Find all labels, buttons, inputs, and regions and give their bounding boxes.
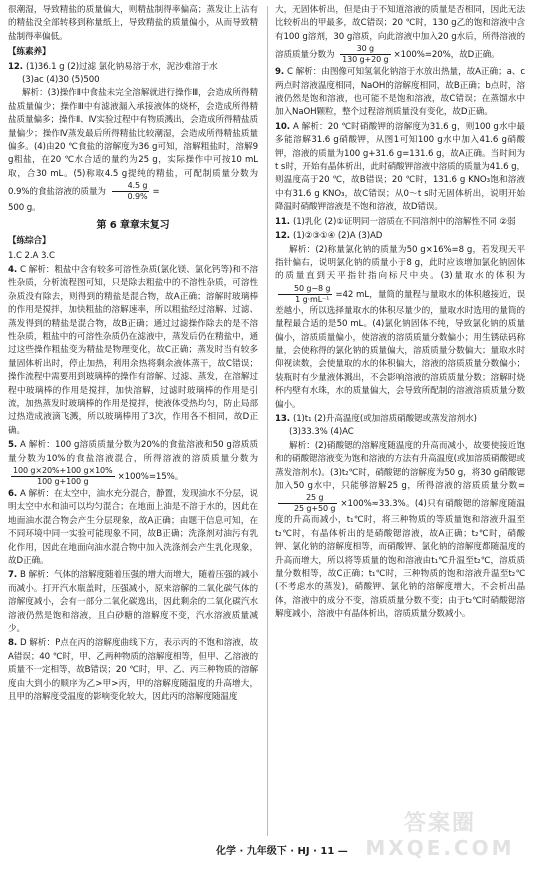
q13-number: 13. — [275, 413, 290, 424]
answers-1-3: 1.C 2.A 3.C — [8, 250, 55, 261]
q12-number: 12. — [8, 61, 23, 72]
q8-fraction-denominator: 130 g+20 g — [342, 55, 389, 65]
q5-text: A 解析：100 g溶质质量分数为20%的食盐溶液和50 g溶质质量分数为10%的食盐溶液混合，所得溶液的溶质质量分数为 — [8, 440, 258, 464]
q12-equals: = — [152, 187, 160, 198]
q12r-analysis-text-2: =42 mL，量筒的量程与量取水的体积越接近，误差越小，所以选择量取水的体积尽量少的，量取水时选用的量筒的量程最合适的是50 mL。(4)氯化钠固体不纯，导致氯化钠的质量偏小，溶质质量偏小，使溶液的溶质质量分数偏小；用生锈砝码称量，会使称得的氯化钠的质量偏大，溶质质量分数偏大；量取水时仰视读数，会使量取的水的体积偏大，溶液的溶质质量分数偏小；装瓶时有少量液体溅出，不会影响溶液的溶质质量分数；溶解时烧杯内壁有水珠，水的质量偏大，会导致所配制的溶液溶质质量分数偏小。 — [275, 289, 525, 410]
q9-number: 9. — [275, 67, 285, 78]
footer-text: 化学 · 九年级下 · HJ · 11 — — [216, 846, 348, 857]
right-column — [275, 4, 525, 836]
q9-item — [275, 66, 525, 120]
site-watermark — [350, 812, 530, 870]
q8-item — [8, 637, 258, 704]
q12r-number: 12. — [275, 231, 290, 242]
q12-analysis-text: 解析：(3)操作Ⅱ中食盐未完全溶解就进行操作Ⅲ，会造成所得精盐质量偏少；操作Ⅲ中有滤液漏入承接液体的烧杯，会造成所得精盐质量偏多；操作Ⅱ、Ⅳ实验过程中有物质溅出，会造成所得精盐质量偏少；操作Ⅳ蒸发最后所得精盐比较潮湿，会造成所得精盐质量偏多。(4)由20 ℃食盐的溶解度为36 g可知，溶解粗盐时，溶解9 g粗盐，在20 ℃水合适的量约为25 g，实际操作中可按10 mL取，合30 mL。(5)称取4.5 g提纯的精盐，可配制质量分数为0.9%的食盐溶液的质量为 — [8, 88, 258, 198]
q10-item — [275, 121, 525, 215]
review-tag: 【练综合】 — [8, 236, 51, 247]
q12-answer-line1: (1)36.1 g (2)过滤 氯化钠易溶于水，泥沙难溶于水 — [25, 61, 218, 72]
q13-item — [275, 413, 525, 426]
q4-text: C 解析：粗盐中含有较多可溶性杂质(氯化镁、氯化钙等)和不溶性杂质，分析流程图可知，只是除去粗盐中的不溶性杂质，可溶性杂质没有除去，则得到的精盐是混合物，故A正确；溶解时玻璃棒的作用是搅拌，加快粗盐的溶解速率，所以粗盐经过溶解、过滤、蒸发得到的精盐是混合物，故B正确；通过过滤操作除去的是不溶性杂质，粗盐中的可溶性杂质仍在滤液中，蒸发后仍在精盐中，通过这些操作粗盐变为精盐是物理变化，故C正确；蒸发时当有较多量固体析出时，停止加热，利用余热将剩余液体蒸干，故C错误；操作流程中需要用到玻璃棒的操作有溶解、过滤、蒸发，在溶解过程中玻璃棒的作用是搅拌，加快溶解，过滤时玻璃棒的作用是引流，加热蒸发时玻璃棒的作用是搅拌，使液体受热均匀，防止局部过热造成液滴飞溅，所以玻璃棒用了3次，作用各不相同，故D正确。 — [8, 264, 258, 436]
q12r-fraction — [278, 284, 332, 305]
q12-analysis — [8, 87, 258, 202]
q5-fraction-denominator: 100 g+100 g — [37, 477, 89, 486]
q13-line1: (1)t₁ (2)升高温度(或加溶质硝酸锶或蒸发溶剂水) — [292, 413, 477, 424]
q13-analysis-text: 解析：(2)硝酸锶的溶解度随温度的升高而减小，故要使接近饱和的硝酸锶溶液变为饱和溶液的方法有升高温度(或加溶质硝酸锶或蒸发溶剂水)。(3)t₂℃时，硝酸锶的溶解度为50 g，将30 g硝酸锶加入50 g水中，只能够溶解25 g，所得溶液的溶质质量分数= — [275, 440, 525, 491]
q10-text: A 解析：20 ℃时硝酸钾的溶解度为31.6 g，则100 g水中最多能溶解31.6 g硝酸钾，从图1可知100 g水中加入41.6 g硝酸钾，溶液的质量为100 g+31.6 g=131.6 g，故A正确。当时间为t s时，开始有晶体析出，此时硝酸钾溶液中溶质的质量为41.6 g，则温度高于20 ℃，故B错误；20 ℃时，131.6 g KNO₃饱和溶液中有31.6 g KNO₃，故C错误；从0～t s时无固体析出，说明开始降温时硝酸钾溶液是不饱和溶液，故D错误。 — [275, 121, 525, 213]
q13-fraction-denominator: 25 g+50 g — [294, 504, 336, 514]
q8-text: D 解析：P点在丙的溶解度曲线下方，表示丙的不饱和溶液，故A错误；40 ℃时，甲、乙两种物质的溶解度相等，但甲、乙溶液的质量不一定相等，故B错误；20 ℃时，甲、乙、丙三种物质的溶解度由大到小的顺序为乙>甲>丙，甲的溶解度随温度的升高增大，且甲的溶解度受温度的影响变化较大，因此丙的溶解度随温度 — [8, 638, 258, 703]
q12-fraction-numerator: 4.5 g — [112, 181, 150, 192]
q9-text: C 解析：由图像可知氢氧化钠溶于水放出热量，故A正确；a、c两点时溶液温度相同，NaOH的溶解度相同，故B正确；b点时，溶液仍然是饱和溶液，也可能不是饱和溶液，故C错误；在蒸馏水中加入NaOH颗粒，整个过程溶剂质量没有变化，故D正确。 — [275, 67, 525, 118]
column-divider — [267, 6, 268, 836]
q12r-analysis — [275, 244, 525, 412]
q5-fraction-numerator: 100 g×20%+100 g×10% — [13, 466, 113, 475]
q10-number: 10. — [275, 121, 290, 132]
q5-item — [8, 439, 258, 487]
q12r-analysis-text: 解析：(2)称量氯化钠的质量为50 g×16%=8 g，若发现天平指针偏右，说明氯化钠的质量小于8 g，此时应该增加氯化钠固体的质量直到天平指针指向标尺中央。(3)量取水的体积为 — [275, 244, 525, 282]
q13-fraction — [278, 493, 337, 514]
q6-text: A 解析：在太空中，油水充分混合，静置，发现油水不分层，说明太空中水和油可以均匀混合；在地面上油是不溶于水的，因此在地面油水混合物会产生分层现象，故A正确；由题干信息可知，在不同环境中同一实验可能现象不同，故B正确；洗涤剂对油污有乳化作用，因此在地面向油水混合物中加入洗涤剂会产生乳化现象，故D正确。 — [8, 489, 258, 567]
q12-fraction — [112, 181, 150, 202]
q8-continuation-text: 大，无固体析出，但是由于不知道溶液的质量是否相同，因此无法比较析出的甲最多，故C错误；20 ℃时，130 g乙的饱和溶液中含有100 g溶剂，30 g溶质，向此溶液中加入20 g水后，所得溶液的溶质质量分数为 — [275, 5, 525, 61]
q7-number: 7. — [8, 570, 18, 581]
q7-text: B 解析：气体的溶解度随着压强的增大而增大，随着压强的减小而减小。打开汽水瓶盖时，压强减小，原来溶解的二氧化碳气体的溶解度减小，会有一部分二氧化碳逸出，因此剩余的二氧化碳汽水溶液仍然是饱和溶液，且白砂糖的溶解度不变，汽水溶液质量减少。 — [8, 570, 258, 635]
q6-number: 6. — [8, 489, 18, 499]
watermark-line2: MXQE.COM — [365, 836, 515, 860]
q12-answer-line2: (3)ac (4)30 (5)500 — [22, 75, 100, 86]
q5-fraction — [11, 466, 115, 487]
chapter-title: 第 6 章章末复习 — [96, 219, 170, 231]
q13-tail: ×100%≈33.3%。(4)只有硝酸锶的溶解度随温度的升高而减小，t₁℃时，将三种物质的等质量饱和溶液升温至t₂℃时，有晶体析出的是硝酸锶溶液，故A正确；t₂℃时，硝酸钾、氯化钠的溶解度相等，而硝酸钾、氯化钠的溶解度都随温度的升高而增大，所以将等质量的饱和溶液由t₁℃升温至t₂℃，溶质质量分数相等，故C正确；t₁℃时，三种物质的饱和溶液升温至t₂℃(不考虑水的蒸发)，硝酸钾、氯化钠的溶解度增大，不会析出晶体，溶液中的成分不变，溶质质量分数不变；由于t₂℃时硝酸锶溶解度减小，溶液中有晶体析出，溶质质量分数减小。 — [275, 499, 525, 620]
q8-fraction-numerator: 30 g — [340, 44, 390, 55]
q13-analysis — [275, 440, 525, 622]
q8-number: 8. — [8, 638, 18, 649]
q8-continuation — [275, 4, 525, 65]
q13-line2: (3)33.3% (4)AC — [289, 427, 354, 438]
watermark-line1: 答案圈 — [403, 811, 476, 836]
q8-fraction — [340, 44, 390, 65]
q12r-fraction-numerator: 50 g−8 g — [278, 284, 332, 295]
q7-item — [8, 569, 258, 636]
intro-paragraph: 很潮湿，导致精盐的质量偏大，则精盐制得率偏高；蒸发让上沾有的精盐没全部转移到称量纸上，导致精盐的质量偏小，从而导致精盐制得率偏低。 — [8, 5, 258, 42]
q11-text: (1)乳化 (2)①证明同一溶质在不同溶剂中的溶解性不同 ②弱 — [292, 216, 516, 227]
q8-tail: ×100%=20%，故D正确。 — [393, 50, 500, 61]
q4-number: 4. — [8, 264, 18, 275]
q5-tail: ×100%=15%。 — [117, 472, 184, 482]
q12-result: 500 g。 — [8, 203, 41, 214]
q13-fraction-numerator: 25 g — [278, 493, 337, 504]
q11-item — [275, 216, 525, 229]
practice-tag: 【练素养】 — [8, 47, 51, 58]
q6-item — [8, 488, 258, 568]
q4-item — [8, 264, 258, 438]
q12r-item — [275, 230, 525, 243]
q12r-fraction-denominator: 1 g·mL⁻¹ — [295, 294, 330, 304]
q12-answer — [8, 61, 258, 74]
q12r-answer: (1)②③①④ (2)A (3)AD — [292, 231, 383, 242]
left-column — [8, 4, 258, 836]
q12-fraction-denominator: 0.9% — [127, 192, 148, 202]
q5-number: 5. — [8, 440, 18, 451]
q11-number: 11. — [275, 216, 290, 227]
